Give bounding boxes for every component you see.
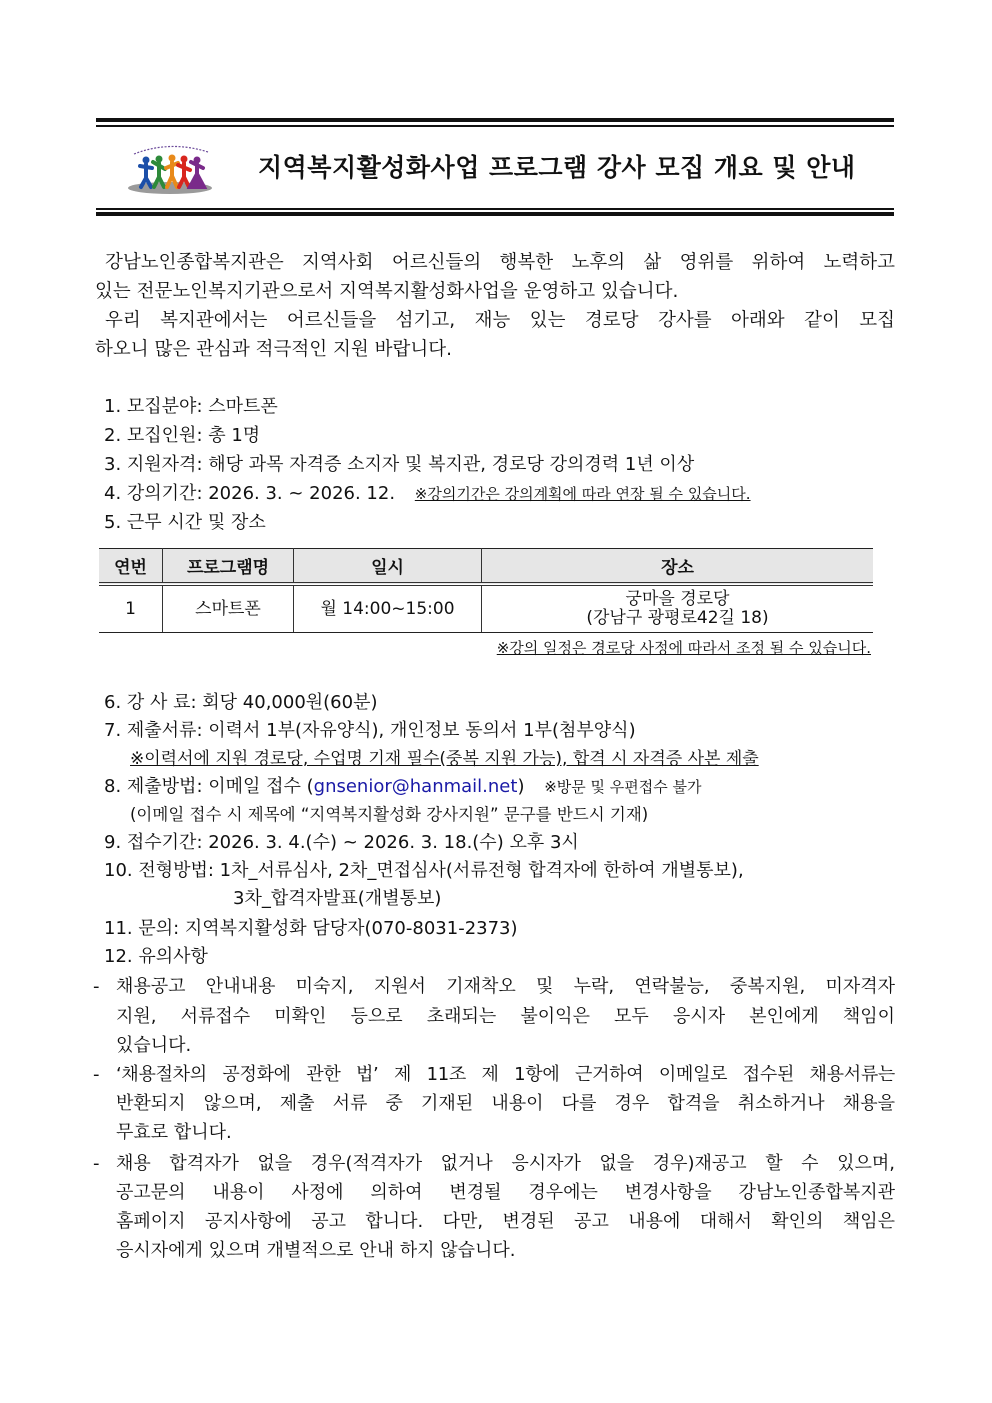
column-header-time: 일시: [294, 549, 482, 585]
submit-method-text: 8. 제출방법: 이메일 접수 (: [104, 776, 314, 797]
item-submit-method: [104, 774, 702, 800]
caution-bullet: -: [93, 976, 100, 997]
item-qualification: 3. 지원자격: 해당 과목 자격증 소지자 및 복지관, 경로당 강의경력 1년 이상: [104, 454, 695, 475]
caution-bullet: -: [93, 1064, 100, 1085]
intro-line: 하오니 많은 관심과 적극적인 지원 바랍니다.: [95, 339, 452, 360]
caution-line: 채용 합격자가 없을 경우(적격자가 없거나 응시자가 없을 경우)재공고 할 수 있으며,: [116, 1153, 895, 1174]
caution-line: 채용공고 안내내용 미숙지, 지원서 기재착오 및 누락, 연락불능, 중복지원, 미자격자: [116, 976, 895, 997]
submit-method-close: ): [517, 776, 525, 797]
page-title: 지역복지활성화사업 프로그램 강사 모집 개요 및 안내: [258, 153, 856, 182]
item-documents: 7. 제출서류: 이력서 1부(자유양식), 개인정보 동의서 1부(첨부양식): [104, 720, 636, 741]
submit-method-note: ※방문 및 우편접수 불가: [544, 778, 702, 796]
header-top-rule-thick: [96, 118, 894, 122]
intro-line: 강남노인종합복지관은 지역사회 어르신들의 행복한 노후의 삶 영위를 위하여 노력하고: [105, 252, 895, 273]
item-lecture-period: [104, 481, 751, 507]
item-work-time-place: 5. 근무 시간 및 장소: [104, 512, 266, 533]
place-name: 궁마을 경로당: [625, 589, 730, 609]
table-row: [99, 584, 873, 633]
intro-line: 있는 전문노인복지기관으로서 지역복지활성화사업을 운영하고 있습니다.: [95, 281, 679, 302]
submit-method-subject-note: (이메일 접수 시 제목에 “지역복지활성화 강사지원” 문구를 반드시 기재): [130, 805, 649, 824]
lecture-period-note: ※강의기간은 강의계획에 따라 연장 될 수 있습니다.: [414, 485, 751, 503]
cell-time: 월 14:00~15:00: [294, 584, 482, 633]
dancing-people-logo-icon: [126, 138, 214, 196]
cell-no: 1: [99, 584, 163, 633]
email-link[interactable]: gnsenior@hanmail.net: [313, 776, 518, 797]
caution-line: 무효로 합니다.: [116, 1122, 232, 1143]
caution-line: 있습니다.: [116, 1035, 192, 1056]
caution-line: 지원, 서류접수 미확인 등으로 초래되는 불이익은 모두 응시자 본인에게 책임이: [116, 1006, 895, 1027]
schedule-table: [99, 548, 873, 633]
schedule-note: ※강의 일정은 경로당 사정에 따라서 조정 될 수 있습니다.: [496, 639, 871, 657]
caution-line: 반환되지 않으며, 제출 서류 중 기재된 내용이 다를 경우 합격을 취소하거나 채용을: [116, 1093, 895, 1114]
header-bottom-rule-thin: [96, 208, 894, 210]
lecture-period-text: 4. 강의기간: 2026. 3. ~ 2026. 12.: [104, 483, 396, 504]
caution-line: 홈페이지 공지사항에 공고 합니다. 다만, 변경된 공고 내용에 대해서 확인의 책임은: [116, 1211, 895, 1232]
cell-place: [482, 584, 874, 633]
caution-line: 공고문의 내용이 사정에 의하여 변경될 경우에는 변경사항을 강남노인종합복지관: [116, 1182, 895, 1203]
documents-note: ※이력서에 지원 경로당, 수업명 기재 필수(중복 지원 가능), 합격 시 자격증 사본 제출: [130, 749, 759, 769]
intro-line: 우리 복지관에서는 어르신들을 섬기고, 재능 있는 경로당 강사를 아래와 같이 모집: [105, 310, 895, 331]
item-cautions: 12. 유의사항: [104, 946, 208, 967]
place-address: (강남구 광평로42길 18): [586, 608, 769, 628]
column-header-program: 프로그램명: [163, 549, 294, 585]
item-inquiry: 11. 문의: 지역복지활성화 담당자(070-8031-2373): [104, 918, 518, 939]
caution-line: 응시자에게 있으며 개별적으로 안내 하지 않습니다.: [116, 1240, 516, 1261]
cell-program: 스마트폰: [163, 584, 294, 633]
intro-paragraphs: [95, 248, 895, 364]
caution-bullet: -: [93, 1153, 100, 1174]
selection-method-line2: 3차_합격자발표(개별통보): [233, 888, 442, 909]
caution-line: ‘채용절차의 공정화에 관한 법’ 제 11조 제 1항에 근거하여 이메일로 접수된 채용서류는: [116, 1064, 895, 1085]
header-bottom-rule-thick: [96, 212, 894, 216]
item-fee: 6. 강 사 료: 회당 40,000원(60분): [104, 692, 378, 713]
item-application-period: 9. 접수기간: 2026. 3. 4.(수) ~ 2026. 3. 18.(수) 오후 3시: [104, 832, 579, 853]
item-selection-method: 10. 전형방법: 1차_서류심사, 2차_면접심사(서류전형 합격자에 한하여 개별통보),: [104, 860, 744, 881]
header-top-rule-thin: [96, 125, 894, 127]
column-header-no: 연번: [99, 549, 163, 585]
item-recruit-field: 1. 모집분야: 스마트폰: [104, 396, 278, 417]
table-header-row: [99, 549, 873, 585]
item-recruit-count: 2. 모집인원: 총 1명: [104, 425, 261, 446]
column-header-place: 장소: [482, 549, 874, 585]
